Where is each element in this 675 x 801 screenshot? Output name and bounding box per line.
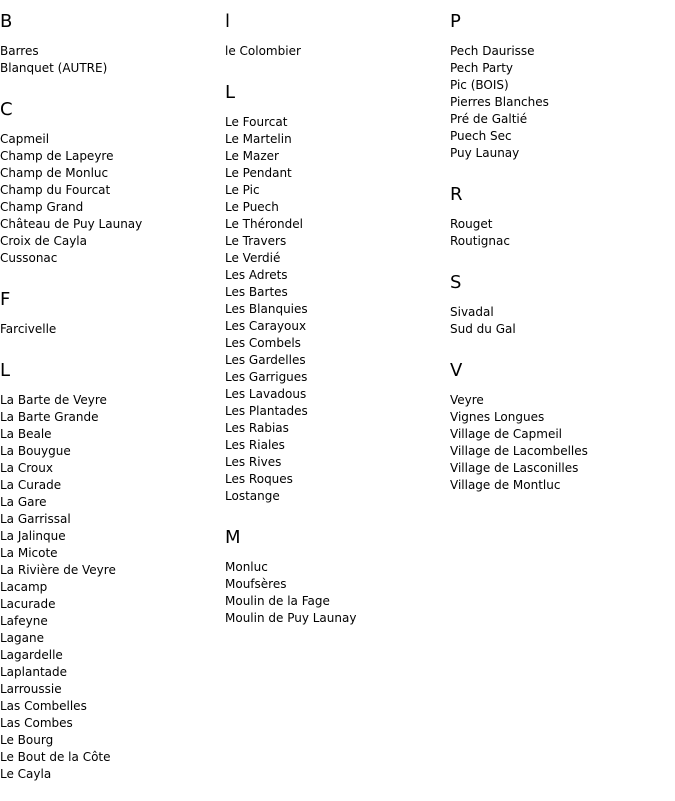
- place-link[interactable]: Pierres Blanches: [450, 95, 549, 109]
- place-link[interactable]: Village de Lasconilles: [450, 461, 579, 475]
- section-letter-heading: R: [450, 184, 463, 205]
- place-link[interactable]: Lagane: [0, 631, 44, 645]
- place-link[interactable]: Blanquet (AUTRE): [0, 61, 108, 75]
- letter-section: [450, 273, 675, 338]
- place-link[interactable]: Farcivelle: [0, 322, 57, 336]
- section-gap: [0, 77, 225, 100]
- place-link[interactable]: Les Rabias: [225, 421, 289, 435]
- place-link[interactable]: La Croux: [0, 461, 53, 475]
- place-list: [225, 559, 450, 627]
- place-link[interactable]: Larroussie: [0, 682, 62, 696]
- place-link[interactable]: le Colombier: [225, 44, 301, 58]
- letter-section: [450, 12, 675, 162]
- place-link[interactable]: Village de Lacombelles: [450, 444, 588, 458]
- section-letter-heading: C: [0, 99, 13, 120]
- place-link[interactable]: Puech Sec: [450, 129, 512, 143]
- section-letter-heading: l: [225, 11, 231, 32]
- place-link[interactable]: La Barte Grande: [0, 410, 99, 424]
- place-link[interactable]: Sivadal: [450, 305, 494, 319]
- place-link[interactable]: Lafeyne: [0, 614, 48, 628]
- place-link[interactable]: Puy Launay: [450, 146, 520, 160]
- place-link[interactable]: Les Riales: [225, 438, 285, 452]
- letter-section: [225, 528, 450, 627]
- place-link[interactable]: Les Roques: [225, 472, 293, 486]
- place-link[interactable]: Les Bartes: [225, 285, 288, 299]
- letter-section: [0, 290, 225, 338]
- index-column-2: [225, 12, 450, 627]
- place-link[interactable]: La Bouygue: [0, 444, 71, 458]
- place-link[interactable]: Le Fourcat: [225, 115, 288, 129]
- place-link[interactable]: Champ Grand: [0, 200, 84, 214]
- place-link[interactable]: Lacurade: [0, 597, 56, 611]
- place-list: [0, 392, 225, 783]
- place-link[interactable]: La Rivière de Veyre: [0, 563, 116, 577]
- letter-section: [225, 83, 450, 505]
- place-link[interactable]: Village de Montluc: [450, 478, 561, 492]
- place-link[interactable]: Les Combels: [225, 336, 301, 350]
- place-link[interactable]: Cussonac: [0, 251, 58, 265]
- place-link[interactable]: Croix de Cayla: [0, 234, 87, 248]
- place-link[interactable]: Les Adrets: [225, 268, 288, 282]
- place-link[interactable]: Le Mazer: [225, 149, 279, 163]
- section-gap: [0, 267, 225, 290]
- section-gap: [225, 60, 450, 83]
- place-list: [450, 304, 675, 338]
- place-link[interactable]: Rouget: [450, 217, 493, 231]
- place-link[interactable]: Le Bout de la Côte: [0, 750, 111, 764]
- place-link[interactable]: Les Lavadous: [225, 387, 307, 401]
- section-letter-heading: M: [225, 527, 241, 548]
- place-list: [0, 43, 225, 77]
- place-link[interactable]: Laplantade: [0, 665, 68, 679]
- place-list: [450, 43, 675, 162]
- place-link[interactable]: Champ du Fourcat: [0, 183, 111, 197]
- letter-section: [450, 185, 675, 250]
- place-link[interactable]: Le Puech: [225, 200, 279, 214]
- place-link[interactable]: Les Gardelles: [225, 353, 306, 367]
- section-letter-heading: L: [0, 360, 11, 381]
- place-list: [0, 131, 225, 267]
- place-link[interactable]: Moulin de Puy Launay: [225, 611, 357, 625]
- place-link[interactable]: Las Combelles: [0, 699, 87, 713]
- place-link[interactable]: Le Pic: [225, 183, 260, 197]
- place-link[interactable]: Les Carayoux: [225, 319, 307, 333]
- place-link[interactable]: Le Bourg: [0, 733, 54, 747]
- place-link[interactable]: Moulin de la Fage: [225, 594, 330, 608]
- place-link[interactable]: La Gare: [0, 495, 47, 509]
- place-list: [225, 114, 450, 505]
- place-link[interactable]: Vignes Longues: [450, 410, 545, 424]
- place-link[interactable]: Pré de Galtié: [450, 112, 528, 126]
- place-link[interactable]: Pech Party: [450, 61, 513, 75]
- section-gap: [225, 505, 450, 528]
- place-link[interactable]: Barres: [0, 44, 39, 58]
- place-link[interactable]: Veyre: [450, 393, 484, 407]
- index-column-3: [450, 12, 675, 494]
- section-gap: [450, 250, 675, 273]
- index-column-1: [0, 12, 225, 783]
- section-gap: [450, 162, 675, 185]
- place-link[interactable]: Capmeil: [0, 132, 50, 146]
- place-link[interactable]: Le Cayla: [0, 767, 52, 781]
- place-link[interactable]: La Garrissal: [0, 512, 71, 526]
- place-link[interactable]: Le Thérondel: [225, 217, 303, 231]
- section-letter-heading: S: [450, 272, 462, 293]
- place-link[interactable]: La Beale: [0, 427, 52, 441]
- place-link[interactable]: Champ de Lapeyre: [0, 149, 114, 163]
- place-link[interactable]: Routignac: [450, 234, 510, 248]
- letter-section: [225, 12, 450, 60]
- place-link[interactable]: La Micote: [0, 546, 58, 560]
- place-link[interactable]: La Jalinque: [0, 529, 66, 543]
- place-link[interactable]: Les Rives: [225, 455, 282, 469]
- place-link[interactable]: Les Plantades: [225, 404, 308, 418]
- letter-section: [0, 100, 225, 267]
- place-link[interactable]: Village de Capmeil: [450, 427, 563, 441]
- place-link[interactable]: Le Verdié: [225, 251, 281, 265]
- place-link[interactable]: Champ de Monluc: [0, 166, 109, 180]
- place-link[interactable]: Lacamp: [0, 580, 48, 594]
- place-link[interactable]: Château de Puy Launay: [0, 217, 143, 231]
- place-link[interactable]: Sud du Gal: [450, 322, 516, 336]
- place-link[interactable]: Pech Daurisse: [450, 44, 535, 58]
- place-link[interactable]: La Curade: [0, 478, 62, 492]
- section-letter-heading: V: [450, 360, 463, 381]
- place-link[interactable]: Lostange: [225, 489, 280, 503]
- place-list: [0, 321, 225, 338]
- place-link[interactable]: Pic (BOIS): [450, 78, 509, 92]
- place-link[interactable]: Les Garrigues: [225, 370, 308, 384]
- place-link[interactable]: Le Martelin: [225, 132, 292, 146]
- section-letter-heading: F: [0, 289, 11, 310]
- section-gap: [0, 338, 225, 361]
- letter-section: [0, 12, 225, 77]
- section-letter-heading: P: [450, 11, 461, 32]
- place-link[interactable]: Moufsères: [225, 577, 287, 591]
- place-list: [450, 216, 675, 250]
- place-link[interactable]: Les Blanquies: [225, 302, 308, 316]
- place-link[interactable]: Las Combes: [0, 716, 73, 730]
- place-link[interactable]: Monluc: [225, 560, 268, 574]
- place-list: [225, 43, 450, 60]
- place-link[interactable]: Le Travers: [225, 234, 287, 248]
- place-link[interactable]: La Barte de Veyre: [0, 393, 107, 407]
- letter-section: [0, 361, 225, 783]
- place-link[interactable]: Lagardelle: [0, 648, 63, 662]
- section-letter-heading: B: [0, 11, 13, 32]
- section-letter-heading: L: [225, 82, 236, 103]
- section-gap: [450, 338, 675, 361]
- letter-section: [450, 361, 675, 494]
- place-list: [450, 392, 675, 494]
- place-link[interactable]: Le Pendant: [225, 166, 292, 180]
